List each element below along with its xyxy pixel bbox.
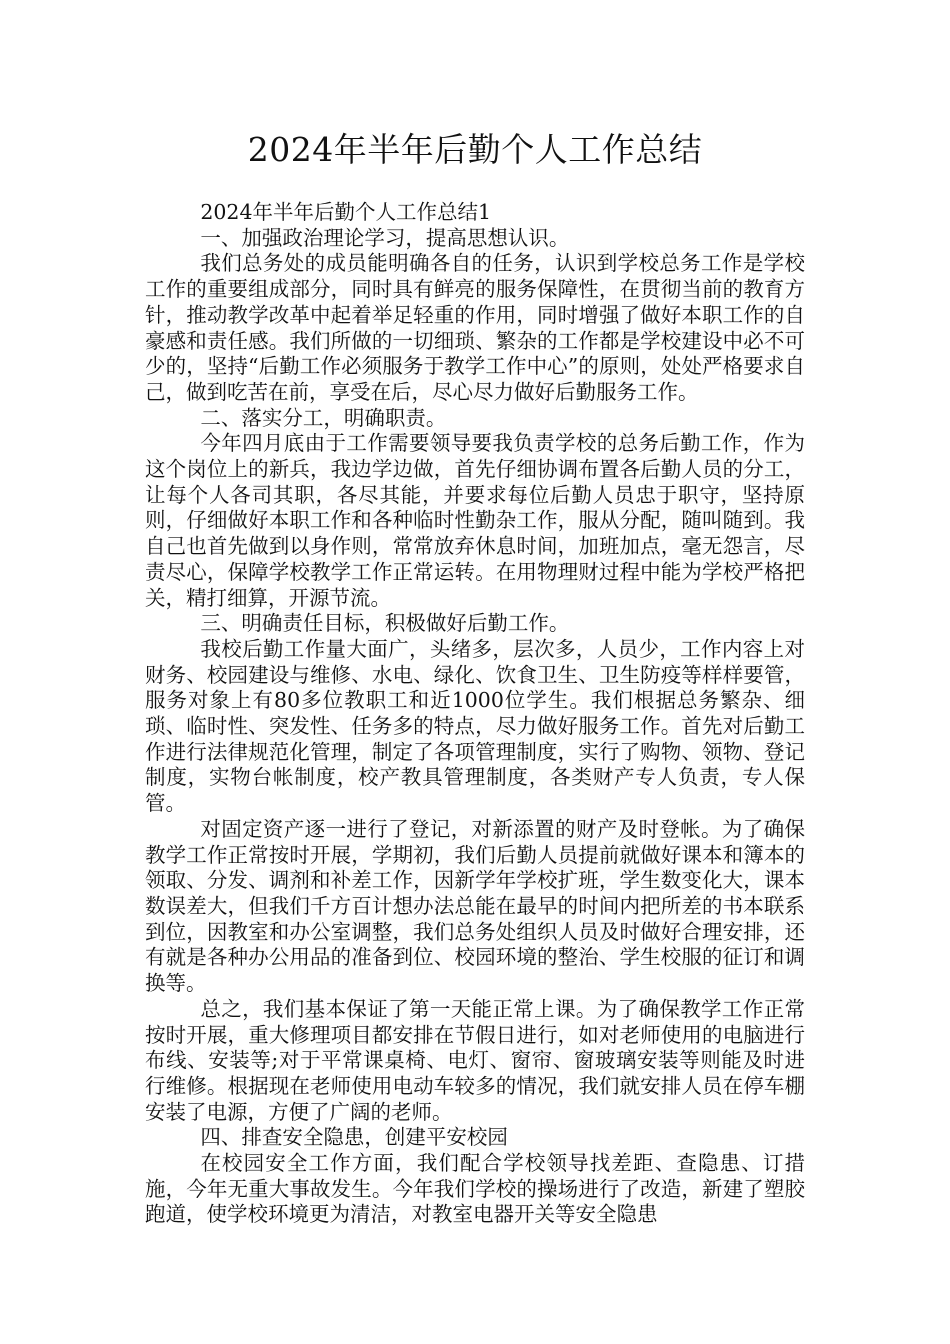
heading-1: 一、加强政治理论学习，提高思想认识。 — [200, 225, 570, 250]
paragraph: 我们总务处的成员能明确各自的任务，认识到学校总务工作是学校工作的重要组成部分，同时具有鲜亮的服务保障性，在贯彻当前的教育方针，推动教学改革中起着举足轻重的作用，同时增强了做好本职工作的自豪感和责任感。我们所做的一切细琐、繁杂的工作都是学校建设中必不可少的，坚持“后勤工作必须服务于教学工作中心”的原则，处处严格要求自己，做到吃苦在前，享受在后，尽心尽力做好后勤服务工作。 — [145, 251, 805, 404]
heading-2: 二、落实分工，明确职责。 — [200, 405, 447, 430]
section-subtitle: 2024年半年后勤个人工作总结1 — [200, 200, 492, 224]
document-title: 2024年半年后勤个人工作总结 — [247, 130, 703, 169]
paragraph: 对固定资产逐一进行了登记，对新添置的财产及时登帐。为了确保教学工作正常按时开展，学期初，我们后勤人员提前就做好课本和簿本的领取、分发、调剂和补差工作，因新学年学校扩班，学生数变化大，课本数误差大，但我们千方百计想办法总能在最早的时间内把所差的书本联系到位，因教室和办公室调整，我们总务处组织人员及时做好合理安排，还有就是各种办公用品的准备到位、校园环境的整治、学生校服的征订和调换等。 — [145, 816, 805, 996]
heading-3: 三、明确责任目标，积极做好后勤工作。 — [200, 611, 570, 636]
document-body — [145, 200, 805, 1228]
paragraph: 总之，我们基本保证了第一天能正常上课。为了确保教学工作正常按时开展，重大修理项目都安排在节假日进行，如对老师使用的电脑进行布线、安装等;对于平常课桌椅、电灯、窗帘、窗玻璃安装等则能及时进行维修。根据现在老师使用电动车较多的情况，我们就安排人员在停车棚安装了电源，方便了广阔的老师。 — [145, 996, 805, 1124]
heading-4: 四、排查安全隐患，创建平安校园 — [200, 1125, 508, 1150]
paragraph: 我校后勤工作量大面广，头绪多，层次多，人员少，工作内容上对财务、校园建设与维修、水电、绿化、饮食卫生、卫生防疫等样样要管，服务对象上有80多位教职工和近1000位学生。我们根据总务繁杂、细琐、临时性、突发性、任务多的特点，尽力做好服务工作。首先对后勤工作进行法律规范化管理，制定了各项管理制度，实行了购物、领物、登记制度，实物台帐制度，校产教具管理制度，各类财产专人负责，专人保管。 — [145, 636, 805, 816]
paragraph: 今年四月底由于工作需要领导要我负责学校的总务后勤工作，作为这个岗位上的新兵，我边学边做，首先仔细协调布置各后勤人员的分工，让每个人各司其职，各尽其能，并要求每位后勤人员忠于职守，坚持原则，仔细做好本职工作和各种临时性勤杂工作，服从分配，随叫随到。我自己也首先做到以身作则，常常放弃休息时间，加班加点，毫无怨言，尽责尽心，保障学校教学工作正常运转。在用物理财过程中能为学校严格把关，精打细算，开源节流。 — [145, 431, 805, 610]
paragraph: 在校园安全工作方面，我们配合学校领导找差距、查隐患、订措施，今年无重大事故发生。今年我们学校的操场进行了改造，新建了塑胶跑道，使学校环境更为清洁，对教室电器开关等安全隐患 — [145, 1151, 805, 1227]
